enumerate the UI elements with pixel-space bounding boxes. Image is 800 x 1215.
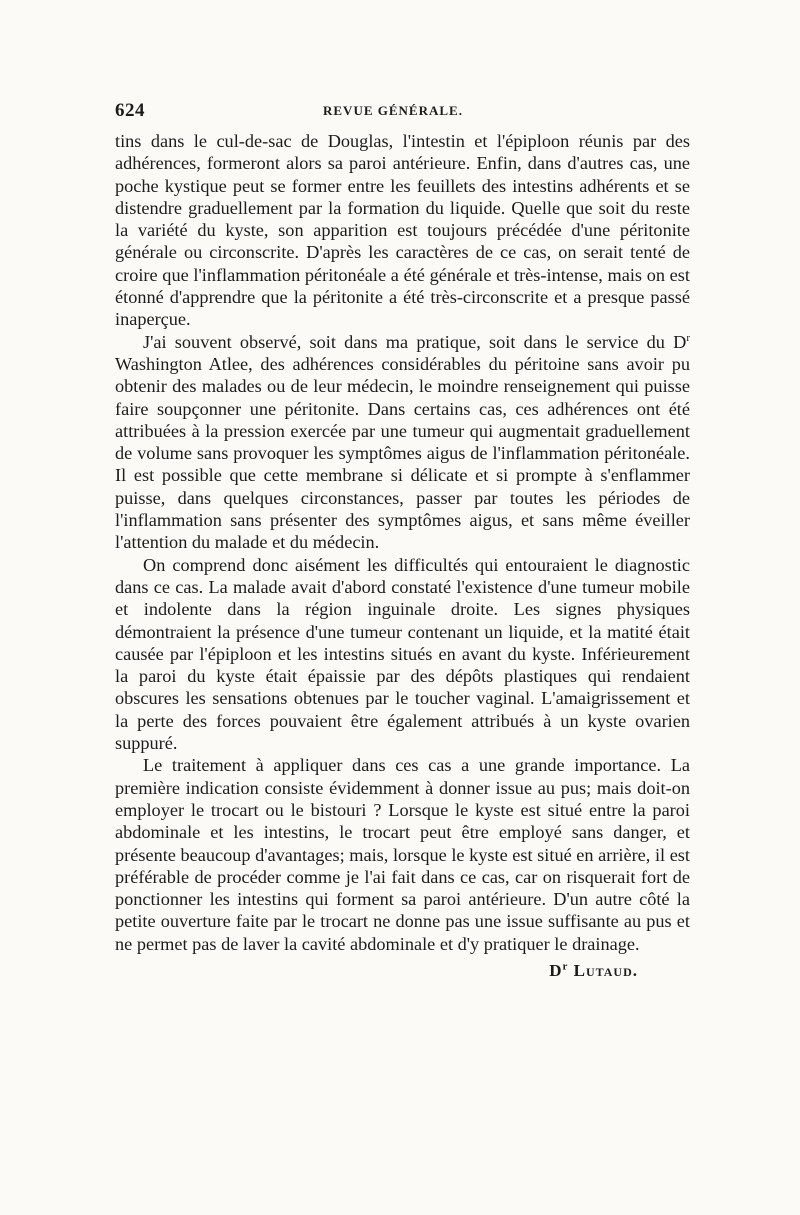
page-header (115, 100, 690, 130)
doctor-abbrev-sup: r (686, 331, 690, 344)
page-number: 624 (115, 100, 145, 121)
article-body (115, 130, 690, 955)
signature-sup: r (562, 960, 569, 973)
document-page (115, 100, 690, 981)
signature-prefix: D (549, 960, 563, 980)
paragraph-1: tins dans le cul-de-sac de Douglas, l'intestin et l'épiploon réunis par des adhérences, formeront alors sa paroi antérieure. Enfin, dans d'autres cas, une poche kystique peut se former entre les feuillets des intestins adhérents et se distendre graduellement par la formation du liquide. Quelle que soit du reste la variété du kyste, son apparition est toujours précédée d'une péritonite générale ou circonscrite. D'après les caractères de ce cas, on serait tenté de croire que l'inflammation péritonéale a été générale et très-intense, mais on est étonné d'apprendre que la péritonite a été très-circonscrite et a presque passé inaperçue. (115, 131, 690, 330)
paragraph-2-rest: Washington Atlee, des adhérences considérables du péritoine sans avoir pu obtenir des malades ou de leur médecin, le moindre renseignement qui puisse faire soupçonner une péritonite. Dans certains cas, ces adhérences ont été attribuées à la pression exercée par une tumeur qui augmentait graduellement de volume sans provoquer les symptômes aigus de l'inflammation péritonéale. Il est possible que cette membrane si délicate et si prompte à s'enflammer puisse, dans quelques circonstances, passer par toutes les périodes de l'inflammation sans présenter des symptômes aigus, et sans même éveiller l'attention du malade et du médecin. (115, 353, 690, 553)
paragraph-3: On comprend donc aisément les difficultés qui entouraient le diagnostic dans ce cas. La malade avait d'abord constaté l'existence d'une tumeur mobile et indolente dans la région inguinale droite. Les signes physiques démontraient la présence d'une tumeur contenant un liquide, et la matité était causée par l'épiploon et les intestins situés en avant du kyste. Inférieurement la paroi du kyste était épaissie par des dépôts plastiques qui rendaient obscures les sensations obtenues par le toucher vaginal. L'amaigrissement et la perte des forces pouvaient être également attribués à un kyste ovarien suppuré. (115, 554, 690, 754)
running-head: REVUE GÉNÉRALE. (323, 103, 463, 118)
author-signature (115, 961, 638, 981)
paragraph-4: Le traitement à appliquer dans ces cas a une grande importance. La première indication consiste évidemment à donner issue au pus; mais doit-on employer le trocart ou le bistouri ? Lorsque le kyste est situé entre la paroi abdominale et les intestins, le trocart peut être employé sans danger, et présente beaucoup d'avantages; mais, lorsque le kyste est situé en arrière, il est préférable de procéder comme je l'ai fait dans ce cas, car on risquerait fort de ponctionner les intestins qui forment sa paroi antérieure. D'un autre côté la petite ouverture faite par le trocart ne donne pas une issue suffisante au pus et ne permet pas de laver la cavité abdominale et d'y pratiquer le drainage. (115, 755, 690, 954)
signature-name: Lutaud. (573, 960, 638, 980)
paragraph-2 (115, 331, 690, 554)
paragraph-2-start: J'ai souvent observé, soit dans ma pratique, soit dans le service du D (143, 331, 687, 352)
